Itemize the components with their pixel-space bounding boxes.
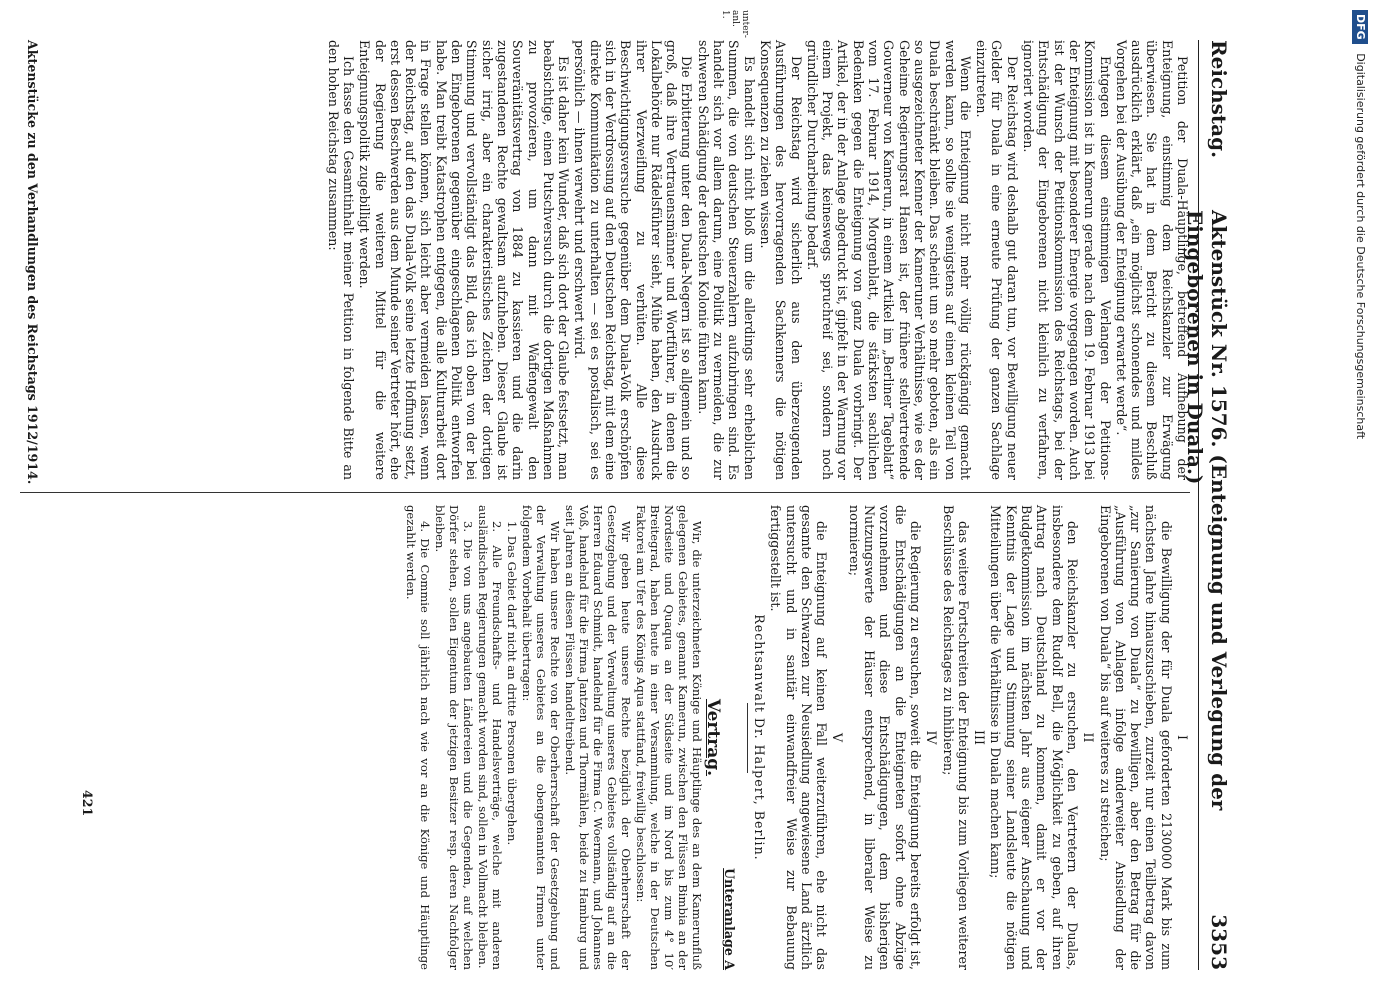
section-number: IV	[924, 730, 940, 745]
paragraph: Entgegen diesem einstimmigen Verlangen der Petitions-Kommission ist in Kamerun gerade nach dem 19. Februar 1913 bei der Enteignung mit besonderer Energie vorgegangen worden. Auch ist der Wunsch der Petitionskommission des Reichstags, bei der Entschädigung der Eingeborenen nicht kleinlich zu verfahren, ignoriert worden.	[1021, 40, 1113, 480]
paragraph: Es handelt sich nicht bloß um die allerdings sehr erheblichen Summen, die von deutschen Steuerzahlern aufzubringen sind. Es handelt sich vor allem darum, eine Politik zu vermeiden, die zur schweren Schädigung der deutschen Kolonie führen kann.	[695, 40, 757, 480]
paragraph: Der Reichstag wird deshalb gut daran tun, vor Bewilligung neuer Gelder für Duala in eine erneute Prüfung der ganzen Sachlage einzutreten.	[974, 40, 1020, 480]
digitization-credit: Digitalisierung gefördert durch die Deutsche Forschungsgemeinschaft	[1354, 53, 1367, 440]
paragraph: Es ist daher kein Wunder, daß sich dort der Glaube festsetzt, man beabsichtige, einen Putschversuch durch die dortigen Maßnahmen zu provozieren, um dann mit Waffengewalt den Souveränitätsvertrag von 1884 zu kassieren und die darin zugestandenen Rechte gewaltsam aufzuheben. Dieser Glaube ist sicher irrig, aber ein charakteristisches Zeichen der dortigen Stimmung und vervollständigt das Bild, das ich oben von der bei den Eingeborenen gegenüber eingeschlagenen Politik entworfen habe. Man treibt Katastrophen entgegen, die alle Kulturarbeit dort in Frage stellen können, sich leicht aber vermeiden lassen, wenn der Reichstag, auf den das Duala-Volk seine letzte Hoffnung setzt, erst dessen Beschwerden aus dem Munde seiner Vertreter hört, ehe der Regierung die weiteren Mittel für die weitere Enteignungspolitik zugebilligt werden.	[357, 40, 572, 480]
header-left: Reichstag.	[1207, 40, 1231, 159]
petition-item: die Bewilligung der für Duala geforderten 2130000 Mark bis zum nächsten Jahre hinauszuschieben, zurzeit nur einen Teilbetrag davon „zur Sanierung von Duala“ zu bewilligen, aber den Betrag für die „Ausführung von Anlagen infolge anderweiter Ansiedlung der Eingeborenen von Duala“ bis auf weiteres zu streichen;	[1097, 505, 1174, 970]
contract-title: Vertrag.	[703, 698, 724, 777]
digitization-sidebar	[1345, 10, 1375, 990]
contract-paragraph: 1. Das Gebiet darf nicht an dritte Personen übergehen.	[505, 521, 520, 846]
petition-item: das weitere Fortschreiten der Enteignung bis zum Vorliegen weiterer Beschlüsse des Reichstages zu inhibieren;	[940, 505, 971, 970]
footer-number: 421	[80, 790, 95, 817]
margin-note: unter-anl. 1.	[720, 10, 750, 38]
paragraph: Die Erbitterung unter den Duala-Negern ist so allgemein und so groß, daß ihre Vertrauensmänner und Wortführer, in denen die Lokalbehörde nur Rädelsführer sieht, Mühe haben, den Ausdruck ihrer Verzweiflung zu verhüten. Alle diese Beschwichtigungsversuche gegenüber dem Duala-Volk erschöpfen sich in der Verdrossung auf den Deutschen Reichstag, mit dem eine direkte Kommunikation zu unterhalten — sei es postalisch, sei es persönlich — ihnen verwehrt und erschwert wird.	[572, 40, 695, 480]
contract-paragraph: Wir, die unterzeichneten Könige und Häuptlinge des an dem Kamerunfluß gelegenen Gebietes, genannt Kamerun, zwischen den Flüssen Bimbia an der Nordseite und Quaqua an der Südseite und im Nord bis zum 4° 10′ Breitegrad, haben heute in einer Versammlung, welche in der Deutschen Faktorei am Ufer des Königs Aqua stattfand, freiwillig beschlossen:	[634, 505, 705, 970]
paragraph: Ich fasse den Gesamtinhalt meiner Petition in folgende Bitte an den hohen Reichstag zusammen:	[325, 40, 356, 480]
paragraph: Der Reichstag wird sicherlich aus den überzeugenden Ausführungen des hervorragenden Sachkenners die nötigen Konsequenzen zu ziehen wissen.	[757, 40, 804, 480]
section-number: III	[972, 730, 988, 745]
page-header	[1183, 40, 1235, 970]
section-number: I	[1175, 735, 1190, 740]
contract-paragraph: 3. Die von uns angebauten Ländereien und die Gegenden, auf welchen Dörfer stehen, sollen Eigentum der jetzigen Besitzer resp. deren Nachfolger bleiben.	[433, 505, 476, 970]
contract-paragraph: Wir geben heute unsere Rechte bezüglich der Oberherrschaft der Gesetzgebung und der Verwaltung unseres Gebietes vollständig auf an die Herren Eduard Schmidt, handelnd für die Firma C. Woermann, und Johannes Voß, handelnd für die Firma Jantzen und Thormählen, beide zu Hamburg und seit Jahren an diesen Flüssen handeltreibend.	[563, 505, 634, 970]
footer-source: Aktenstücke zu den Verhandlungen des Reichstags 1912/1914.	[25, 40, 40, 485]
page-number: 3353	[1207, 914, 1231, 970]
dfg-logo: DFG	[1352, 10, 1368, 44]
annex-label: Unteranlage A	[721, 868, 737, 970]
petition-item: die Enteignung auf keinen Fall weiterzuführen, ehe nicht das gesamte den Schwarzen zur Neusiedlung angewiesene Land ärztlich untersucht und in sanitär einwandfreier Weise zur Bebauung fertiggestellt ist.	[768, 505, 830, 970]
contract-paragraph: 4. Die Commie soll jährlich nach wie vor an die Könige und Häuptlinge gezahlt werden.	[404, 505, 433, 970]
paragraph: Petition der Duala-Häuptlinge, betreffend Aufhebung der Enteignung, einstimmig dem Reichskanzler zur Erwägung überwiesen. Sie hat in dem Bericht zu diesem Beschluß ausdrücklich erklärt, daß „ein möglichst schonendes und mildes Vorgehen bei der Ausübung der Enteignung erwartet werde“.	[1113, 40, 1190, 480]
section-number: V	[830, 732, 846, 743]
signature: Rechtsanwalt Dr. Halpert, Berlin.	[751, 614, 767, 861]
contract-body	[404, 505, 704, 970]
header-title: Aktenstück Nr. 1576. (Enteignung und Verlegung der Eingeborenen in Duala.)	[1183, 210, 1231, 811]
right-column	[403, 505, 1190, 970]
contract-paragraph: Wir haben unsere Rechte von der Oberherrschaft der Gesetzgebung und der Verwaltung unseres Gebietes an die obengenannten Firmen unter folgendem Vorbehalt übertragen:	[520, 505, 563, 970]
column-divider	[20, 492, 1190, 493]
section-number: II	[1081, 732, 1097, 743]
petition-item: den Reichskanzler zu ersuchen, den Vertretern der Dualas, insbesondere dem Rudolf Bell, die Möglichkeit zu geben, auf ihren Antrag nach Deutschland zu kommen, damit er vor der Budgetkommission im nächsten Jahr aus eigener Anschauung und Kenntnis der Lage und Stimmung seiner Landsleute die nötigen Mitteilungen über die Verhältnisse in Duala machen kann;	[988, 505, 1080, 970]
petition-item: die Regierung zu ersuchen, soweit die Enteignung bereits erfolgt ist, die Entschädigungen an die Enteigneten sofort ohne Abzüge vorzunehmen und diese Entschädigungen, dem bisherigen Nutzungswerte der Häuser entsprechend, in liberaler Weise zu normieren;	[846, 505, 923, 970]
paragraph: Wenn die Enteignung nicht mehr völlig rückgängig gemacht werden kann, so sollte sie wenigstens auf einen kleinen Teil von Duala beschränkt bleiben. Das scheint um so mehr geboten, als ein so ausgezeichneter Kenner der Kameruner Verhältnisse, wie es der Geheime Regierungsrat Hansen ist, der frühere stellvertretende Gouverneur von Kamerun, in einem Artikel im „Berliner Tageblatt“ vom 17. Februar 1914, Morgenblatt, die stärksten sachlichen Bedenken gegen die Enteignung von ganz Duala vorbringt. Der Artikel, der in der Anlage abgedruckt ist, gipfelt in der Warnung vor einem Projekt, das keineswegs spruchreif sei, sondern noch gründlicher Durcharbeitung bedarf.	[804, 40, 973, 480]
contract-paragraph: 2. Alle Freundschafts- und Handelsverträge, welche mit anderen ausländischen Regierungen gemacht worden sind, sollen in Vollmacht bleiben.	[476, 505, 505, 970]
left-column	[324, 10, 1190, 480]
separator-rule	[747, 703, 748, 773]
